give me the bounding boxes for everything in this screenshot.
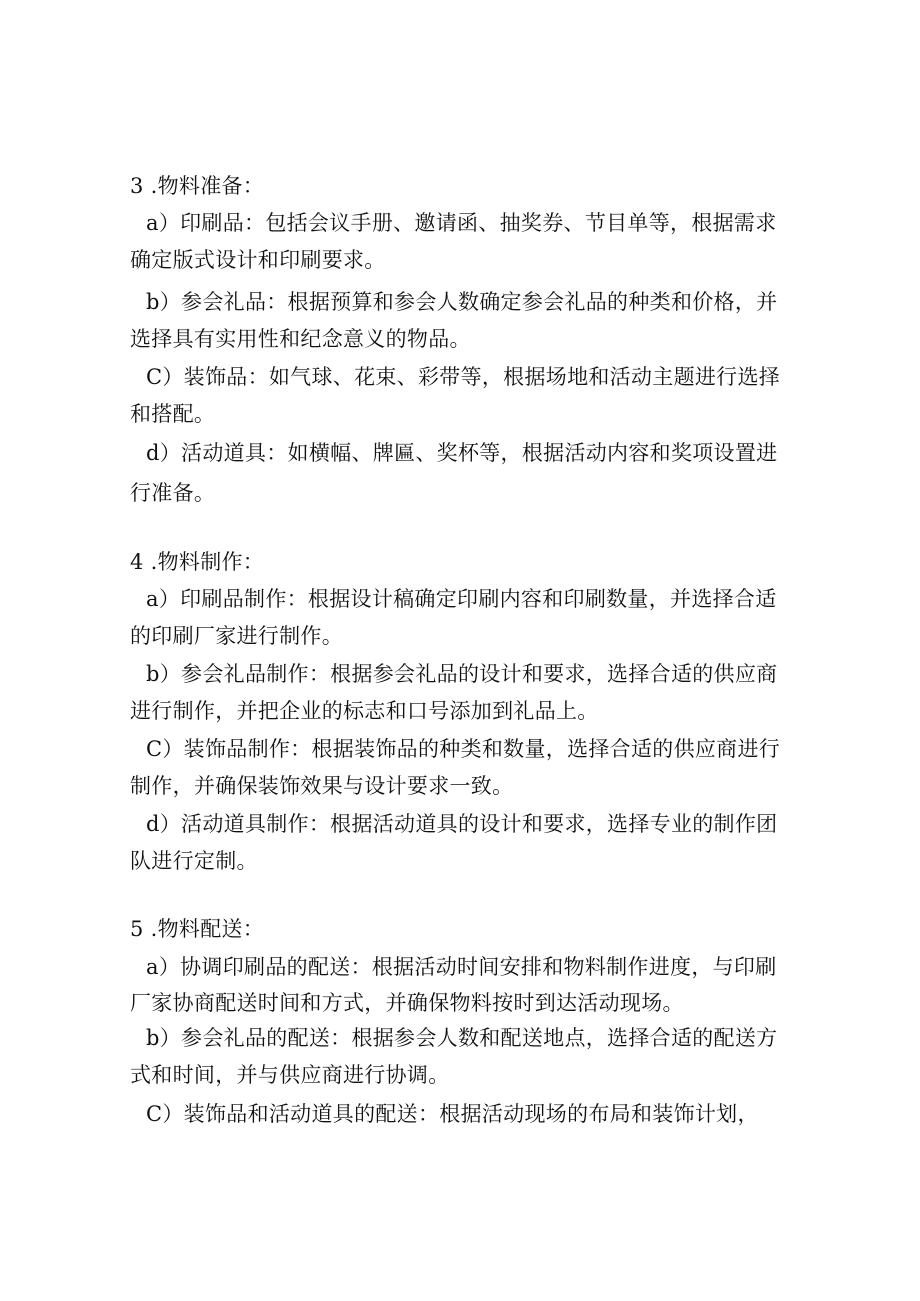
- section-3-item-b-line2: 选择具有实用性和纪念意义的物品。: [130, 327, 471, 351]
- section-3-item-d-line2: 行准备。: [130, 481, 216, 505]
- section-4-item-d-line2: 队进行定制。: [130, 849, 258, 873]
- section-5-item-b-line1: b）参会礼品的配送：根据参会人数和配送地点，选择合适的配送方: [146, 1026, 778, 1050]
- section-5-item-b-line2: 式和时间，并与供应商进行协调。: [130, 1063, 450, 1087]
- section-3-item-b-line1: b）参会礼品：根据预算和参会人数确定参会礼品的种类和价格，并: [146, 290, 778, 314]
- section-4-item-a-line1: a）印刷品制作：根据设计稿确定印刷内容和印刷数量，并选择合适: [146, 587, 777, 611]
- section-3-item-d-line1: d）活动道具：如横幅、牌匾、奖杯等，根据活动内容和奖项设置进: [146, 441, 778, 465]
- section-5-item-a-line2: 厂家协商配送时间和方式，并确保物料按时到达活动现场。: [130, 991, 684, 1015]
- section-3-item-c-line1: C）装饰品：如气球、花束、彩带等，根据场地和活动主题进行选择: [146, 365, 781, 389]
- section-4-item-c-line2: 制作，并确保装饰效果与设计要求一致。: [130, 774, 514, 798]
- section-4-heading: 4 .物料制作：: [130, 550, 265, 574]
- section-5-item-a-line1: a）协调印刷品的配送：根据活动时间安排和物料制作进度，与印刷: [146, 955, 777, 979]
- section-3-heading: 3 .物料准备：: [130, 174, 265, 198]
- section-4-item-d-line1: d）活动道具制作：根据活动道具的设计和要求，选择专业的制作团: [146, 812, 778, 836]
- section-3-item-c-line2: 和搭配。: [130, 402, 216, 426]
- section-4-item-b-line1: b）参会礼品制作：根据参会礼品的设计和要求，选择合适的供应商: [146, 662, 778, 686]
- section-5-heading: 5 .物料配送：: [130, 917, 265, 941]
- section-5-item-c-line1: C）装饰品和活动道具的配送：根据活动现场的布局和装饰计划，: [146, 1102, 759, 1126]
- section-3-item-a-line1: a）印刷品：包括会议手册、邀请函、抽奖券、节目单等，根据需求: [146, 211, 777, 235]
- section-4-item-a-line2: 的印刷厂家进行制作。: [130, 624, 343, 648]
- section-4-item-b-line2: 进行制作，并把企业的标志和口号添加到礼品上。: [130, 699, 599, 723]
- section-3-item-a-line2: 确定版式设计和印刷要求。: [130, 248, 386, 272]
- section-4-item-c-line1: C）装饰品制作：根据装饰品的种类和数量，选择合适的供应商进行: [146, 737, 781, 761]
